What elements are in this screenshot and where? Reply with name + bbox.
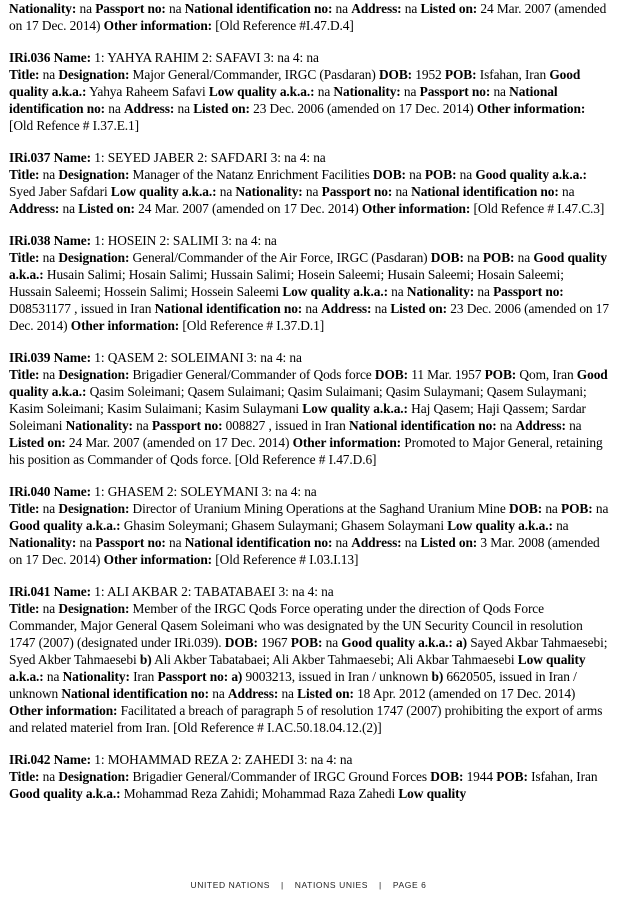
field-value: na <box>302 301 322 316</box>
field-label: Address: <box>227 686 279 701</box>
field-label: Listed on: <box>390 301 448 316</box>
field-value: na <box>405 167 425 182</box>
field-label: Good quality a.k.a.: <box>9 786 121 801</box>
field-label: POB: <box>444 67 477 82</box>
field-label: POB: <box>482 250 515 265</box>
field-label: Listed on: <box>78 201 135 216</box>
field-label: Title: <box>9 367 40 382</box>
field-value: 1952 <box>412 67 445 82</box>
field-value: na <box>332 1 352 16</box>
field-value: na <box>496 418 516 433</box>
field-value: na <box>400 84 420 99</box>
field-value: Ghasim Soleymani; Ghasem Sulaymani; Ghasem Solaymani <box>120 518 448 533</box>
field-label: Low quality a.k.a.: <box>447 518 553 533</box>
field-label: National identification no: <box>349 418 497 433</box>
field-label: Designation: <box>58 769 130 784</box>
field-label: Low quality a.k.a.: <box>282 284 388 299</box>
field-label: Designation: <box>58 250 130 265</box>
field-label: Address: <box>123 101 175 116</box>
field-value: 24 Mar. 2007 (amended on 17 Dec. 2014) <box>134 201 362 216</box>
field-value: na <box>463 250 483 265</box>
field-label: Listed on: <box>420 1 478 16</box>
field-label: Passport no: <box>321 184 393 199</box>
field-label: Nationality: <box>333 84 401 99</box>
field-value: na <box>39 67 59 82</box>
field-label: Listed on: <box>420 535 478 550</box>
field-label: Designation: <box>58 367 130 382</box>
field-value: na <box>392 184 412 199</box>
entry-text <box>9 349 609 468</box>
entry-iri041 <box>9 583 609 736</box>
field-value: D08531177 , issued in Iran <box>9 301 155 316</box>
field-value: General/Commander of the Air Force, IRGC (Pasdaran) <box>129 250 431 265</box>
field-value: na <box>208 686 228 701</box>
field-value: na <box>39 769 59 784</box>
field-value: na <box>514 250 534 265</box>
field-value: Mohammad Reza Zahidi; Mohammad Raza Zahedi <box>120 786 399 801</box>
field-value: 18 Apr. 2012 (amended on 17 Dec. 2014) <box>353 686 576 701</box>
field-value: Husain Salimi; Hosain Salimi; Hussain Salimi; Hosein Saleemi; Husain Saleemi; Hosain Saleemi; Hussain Saleemi; Hossein Salimi; Hossein Saleemi <box>9 267 564 299</box>
field-label: National identification no: <box>411 184 559 199</box>
field-value: Sayed Akbar Tahmaesebi; Syed Akber Tahmaesebi <box>9 635 608 667</box>
field-label: Passport no: <box>493 284 564 299</box>
field-value: na <box>401 535 421 550</box>
page-footer <box>0 880 617 890</box>
entry-text <box>9 149 609 217</box>
field-value: Yahya Raheem Safavi <box>86 84 209 99</box>
field-value: 1: MOHAMMAD REZA 2: ZAHEDI 3: na 4: na <box>91 752 353 767</box>
field-label: DOB: <box>378 67 413 82</box>
field-value: 1: HOSEIN 2: SALIMI 3: na 4: na <box>91 233 277 248</box>
field-value: Brigadier General/Commander of IRGC Ground Forces <box>129 769 431 784</box>
entry-iri036 <box>9 49 609 134</box>
field-label: POB: <box>484 367 517 382</box>
field-value: 1: SEYED JABER 2: SAFDARI 3: na 4: na <box>91 150 326 165</box>
field-label: Other information: <box>9 703 118 718</box>
field-value: 23 Dec. 2006 (amended on 17 Dec. 2014) <box>249 101 477 116</box>
field-value: Iran <box>129 669 158 684</box>
footer-org-en: UNITED NATIONS <box>190 880 271 890</box>
entry-iri038 <box>9 232 609 334</box>
field-value: na <box>39 250 59 265</box>
field-label: POB: <box>496 769 528 784</box>
document-body <box>9 0 609 817</box>
field-label: Good quality a.k.a.: <box>9 250 607 282</box>
field-value: na <box>387 284 407 299</box>
field-value: na <box>474 284 494 299</box>
field-value: na <box>371 301 391 316</box>
field-value: na <box>76 1 96 16</box>
field-label: IRi.040 Name: <box>9 484 92 499</box>
field-value: 24 Mar. 2007 (amended on 17 Dec. 2014) <box>65 435 293 450</box>
field-value: Qom, Iran <box>516 367 577 382</box>
field-label: Good quality a.k.a.: <box>9 367 608 399</box>
field-label: National identification no: <box>184 535 333 550</box>
entry-text <box>9 0 609 34</box>
field-value: 11 Mar. 1957 <box>407 367 485 382</box>
field-value: na <box>542 501 562 516</box>
field-value: na <box>456 167 476 182</box>
field-value: 1: ALI AKBAR 2: TABATABAEI 3: na 4: na <box>91 584 334 599</box>
footer-separator: | <box>281 880 284 890</box>
field-value: [Old Reference # I.03.I.13] <box>212 552 359 567</box>
field-label: Low quality a.k.a.: <box>110 184 217 199</box>
field-label: Passport no: <box>151 418 223 433</box>
field-label: Title: <box>9 601 40 616</box>
field-value: 1: GHASEM 2: SOLEYMANI 3: na 4: na <box>91 484 317 499</box>
field-label: Low quality a.k.a.: <box>302 401 408 416</box>
field-value: na <box>39 601 59 616</box>
field-label: Passport no: <box>95 535 166 550</box>
field-label: Nationality: <box>235 184 303 199</box>
field-label: Other information: <box>70 318 180 333</box>
footer-separator: | <box>379 880 382 890</box>
field-value: Director of Uranium Mining Operations at the Saghand Uranium Mine <box>129 501 509 516</box>
field-label: Title: <box>9 167 40 182</box>
field-value: [Old Refence # I.37.E.1] <box>9 118 139 133</box>
field-label: Listed on: <box>9 435 66 450</box>
field-label: Low quality a.k.a.: <box>9 652 586 684</box>
field-value: [Old Reference # I.37.D.1] <box>179 318 325 333</box>
field-label: IRi.038 Name: <box>9 233 92 248</box>
field-value: na <box>174 101 194 116</box>
field-label: Address: <box>9 201 60 216</box>
entry-text <box>9 751 609 802</box>
field-value: 1944 <box>463 769 497 784</box>
entry-top <box>9 0 609 34</box>
field-value: na <box>165 535 185 550</box>
field-label: Low quality a.k.a.: <box>208 84 315 99</box>
field-value: Brigadier General/Commander of Qods force <box>129 367 375 382</box>
field-value: na <box>216 184 236 199</box>
field-value: Member of the IRGC Qods Force operating under the direction of Qods Force Commander, Major General Qasem Soleimani who was designated by the UN Security Council in resolution 1747 (2007) (designated under IRi.039). <box>9 601 583 650</box>
field-value: Promoted to Major General, retaining his position as Commander of Qods force. [Old Reference # I.47.D.6] <box>9 435 603 467</box>
field-label: Nationality: <box>9 1 77 16</box>
field-label: Nationality: <box>62 669 130 684</box>
field-value: 3 Mar. 2008 (amended on 17 Dec. 2014) <box>9 535 600 567</box>
field-value: na <box>302 184 322 199</box>
field-value: 1: QASEM 2: SOLEIMANI 3: na 4: na <box>91 350 302 365</box>
field-label: POB: <box>424 167 457 182</box>
field-label: Address: <box>321 301 372 316</box>
field-label: Other information: <box>103 18 213 33</box>
field-value: na <box>39 501 59 516</box>
field-label: Title: <box>9 67 40 82</box>
field-value: na <box>490 84 510 99</box>
field-value: Manager of the Natanz Enrichment Facilities <box>129 167 373 182</box>
field-value: na <box>565 418 582 433</box>
field-label: Designation: <box>58 67 130 82</box>
field-label: Good quality a.k.a.: <box>9 518 121 533</box>
field-value: 23 Dec. 2006 (amended on 17 Dec. 2014) <box>9 301 609 333</box>
field-value: na <box>322 635 342 650</box>
field-label: Address: <box>351 535 402 550</box>
field-value: na <box>43 669 63 684</box>
field-label: Nationality: <box>65 418 133 433</box>
field-value: [Old Refence # I.47.C.3] <box>470 201 605 216</box>
footer-page-number: PAGE 6 <box>392 880 427 890</box>
field-label: Passport no: <box>95 1 166 16</box>
field-label: Title: <box>9 501 40 516</box>
field-value: na <box>558 184 575 199</box>
field-value: Ali Akber Tabatabaei; Ali Akber Tahmaesebi; Ali Akbar Tahmaesebi <box>151 652 518 667</box>
field-label: Address: <box>515 418 566 433</box>
field-label: DOB: <box>430 250 464 265</box>
field-value: 1967 <box>257 635 291 650</box>
field-label: IRi.039 Name: <box>9 350 92 365</box>
field-value: na <box>105 101 124 116</box>
field-value: na <box>314 84 334 99</box>
field-label: Other information: <box>361 201 471 216</box>
field-label: Other information: <box>103 552 213 567</box>
field-value: na <box>59 201 79 216</box>
field-value: [Old Reference #I.47.D.4] <box>212 18 354 33</box>
field-value: 9003213, issued in Iran / unknown <box>242 669 432 684</box>
field-label: Low quality <box>398 786 467 801</box>
field-value: na <box>278 686 298 701</box>
field-value: na <box>132 418 152 433</box>
field-value: Qasim Soleimani; Qasem Sulaimani; Qasim Sulaimani; Qasim Sulaymani; Qasem Sulaymani; Kasim Soleimani; Kasim Sulaimani; Kasim Sulaymani <box>9 384 587 416</box>
field-value: na <box>401 1 421 16</box>
entry-text <box>9 483 609 568</box>
field-label: Listed on: <box>297 686 354 701</box>
field-label: b) <box>139 652 152 667</box>
field-label: Title: <box>9 769 40 784</box>
field-value: na <box>332 535 352 550</box>
entry-iri039 <box>9 349 609 468</box>
field-label: Nationality: <box>9 535 77 550</box>
field-value: Syed Jaber Safdari <box>9 184 111 199</box>
field-label: Designation: <box>58 501 130 516</box>
field-value: na <box>165 1 185 16</box>
field-label: Other information: <box>476 101 586 116</box>
field-value: Major General/Commander, IRGC (Pasdaran) <box>129 67 379 82</box>
field-label: National identification no: <box>61 686 209 701</box>
field-value: Isfahan, Iran <box>476 67 550 82</box>
field-label: POB: <box>561 501 593 516</box>
field-label: Good quality a.k.a.: <box>341 635 453 650</box>
field-label: Title: <box>9 250 40 265</box>
field-value: 6620505, issued in Iran / unknown <box>9 669 577 701</box>
field-value: na <box>592 501 609 516</box>
footer-org-fr: NATIONS UNIES <box>294 880 369 890</box>
field-label: Address: <box>351 1 402 16</box>
field-label: POB: <box>290 635 323 650</box>
field-label: Passport no: <box>419 84 491 99</box>
field-label: Listed on: <box>193 101 250 116</box>
field-label: Good quality a.k.a.: <box>9 67 581 99</box>
field-value: na <box>552 518 569 533</box>
field-label: Designation: <box>58 601 130 616</box>
field-label: IRi.042 Name: <box>9 752 92 767</box>
field-label: DOB: <box>224 635 258 650</box>
field-label: National identification no: <box>9 84 558 116</box>
field-value: na <box>76 535 96 550</box>
field-label: Good quality a.k.a.: <box>475 167 587 182</box>
field-label: National identification no: <box>184 1 333 16</box>
field-label: National identification no: <box>154 301 303 316</box>
field-label: b) <box>431 669 444 684</box>
field-value: na <box>39 367 59 382</box>
field-value: Haj Qasem; Haji Qassem; Sardar Soleimani <box>9 401 586 433</box>
field-value: Facilitated a breach of paragraph 5 of resolution 1747 (2007) prohibiting the export of arms and related materiel from Iran. [Old Reference # I.AC.50.18.04.12.(2)] <box>9 703 603 735</box>
field-label: Designation: <box>58 167 130 182</box>
entry-text <box>9 583 609 736</box>
entry-text <box>9 232 609 334</box>
field-label: DOB: <box>430 769 464 784</box>
field-label: DOB: <box>372 167 406 182</box>
field-label: IRi.036 Name: <box>9 50 92 65</box>
entry-iri042 <box>9 751 609 802</box>
field-label: DOB: <box>509 501 543 516</box>
field-label: Other information: <box>292 435 402 450</box>
field-label: a) <box>231 669 243 684</box>
field-value: 1: YAHYA RAHIM 2: SAFAVI 3: na 4: na <box>91 50 319 65</box>
field-label: IRi.041 Name: <box>9 584 92 599</box>
field-value: Isfahan, Iran <box>527 769 598 784</box>
entry-iri040 <box>9 483 609 568</box>
entry-text <box>9 49 609 134</box>
field-value: 24 Mar. 2007 (amended on 17 Dec. 2014) <box>9 1 607 33</box>
field-label: DOB: <box>374 367 408 382</box>
entry-iri037 <box>9 149 609 217</box>
field-value: 008827 , issued in Iran <box>222 418 349 433</box>
field-label: Nationality: <box>406 284 475 299</box>
field-value: na <box>39 167 59 182</box>
field-label: IRi.037 Name: <box>9 150 92 165</box>
field-label: a) <box>456 635 467 650</box>
field-label: Passport no: <box>157 669 229 684</box>
